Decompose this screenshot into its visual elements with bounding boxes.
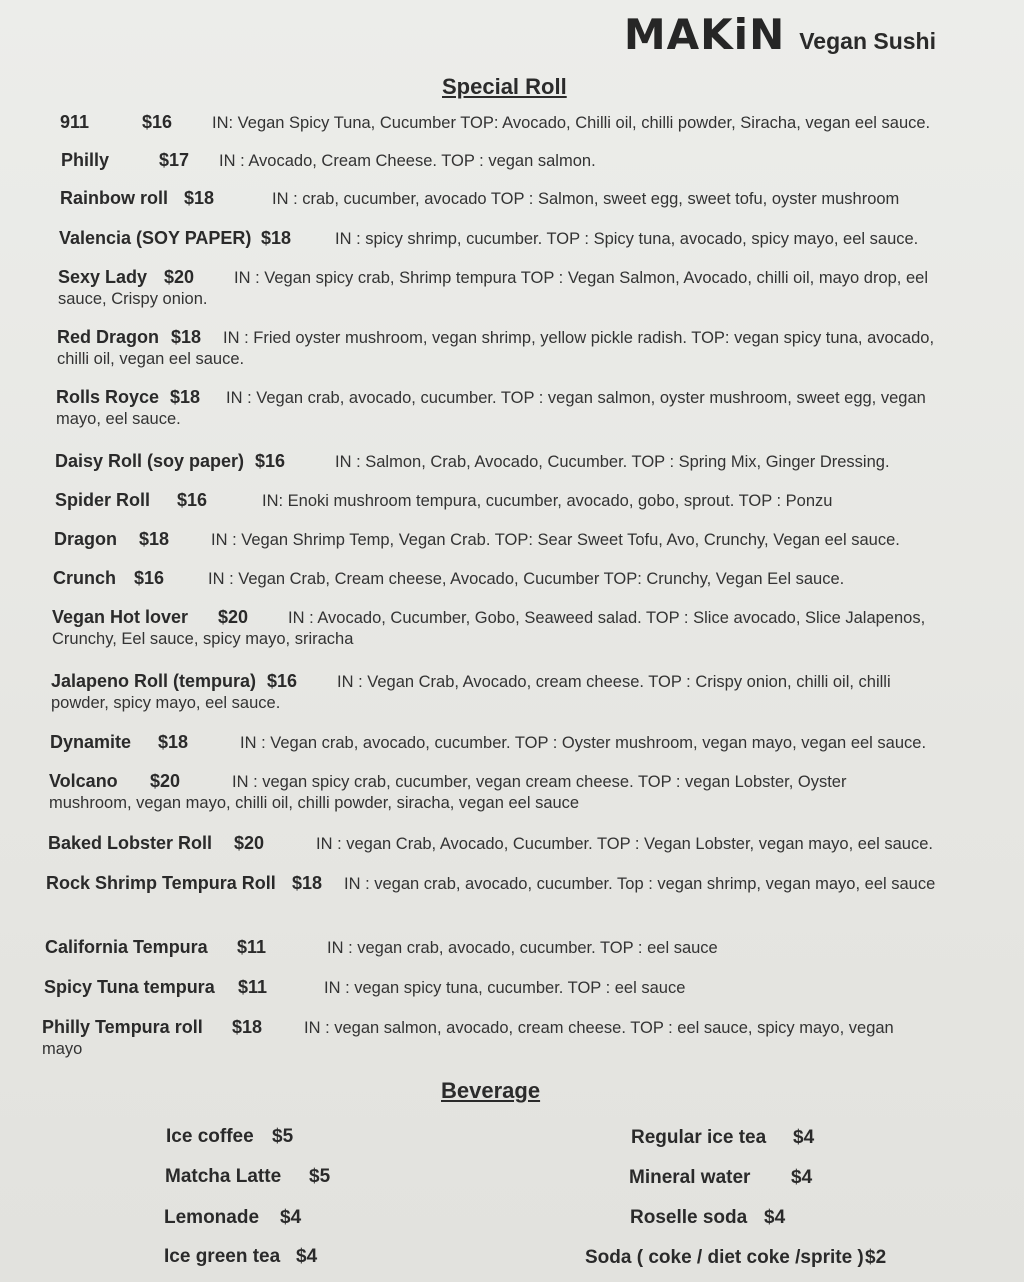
item-description: IN : Vegan crab, avocado, cucumber. TOP : Oyster mushroom, vegan mayo, vegan eel sauce. <box>240 734 927 752</box>
beverage-price: $4 <box>793 1127 815 1148</box>
menu-item <box>54 529 954 551</box>
beverage-item <box>166 1126 293 1148</box>
menu-item <box>61 150 961 172</box>
menu-item <box>55 451 955 473</box>
beverage-price: $4 <box>280 1207 302 1228</box>
item-price: $20 <box>218 607 249 627</box>
item-description: IN : vegan crab, avocado, cucumber. Top : vegan shrimp, vegan mayo, eel sauce <box>344 875 936 893</box>
item-description: IN : crab, cucumber, avocado TOP : Salmon, sweet egg, sweet tofu, oyster mushroom <box>272 190 900 208</box>
item-description: IN : Vegan Crab, Avocado, cream cheese. TOP : Crispy onion, chilli oil, chilli powder, spicy mayo, eel sauce. <box>51 673 891 712</box>
menu-item <box>48 833 938 855</box>
beverage-price: $5 <box>309 1166 331 1187</box>
item-description: IN : Vegan Shrimp Temp, Vegan Crab. TOP: Sear Sweet Tofu, Avo, Crunchy, Vegan eel sauce. <box>211 531 900 549</box>
brand-header <box>624 10 936 59</box>
item-price: $11 <box>238 977 268 997</box>
beverage-price: $4 <box>764 1207 786 1228</box>
item-name: Philly <box>61 150 110 170</box>
item-price: $16 <box>255 451 286 471</box>
menu-item <box>44 977 944 999</box>
item-price: $18 <box>171 327 202 347</box>
menu-item <box>56 387 936 430</box>
item-description: IN : vegan salmon, avocado, cream cheese. TOP : eel sauce, spicy mayo, vegan mayo <box>42 1019 894 1058</box>
brand-name: MAKiN <box>623 10 786 59</box>
beverage-item <box>629 1167 812 1189</box>
menu-item <box>60 112 960 134</box>
item-price: $16 <box>267 671 298 691</box>
item-name: Philly Tempura roll <box>42 1017 203 1037</box>
item-description: IN : Fried oyster mushroom, vegan shrimp, yellow pickle radish. TOP: vegan spicy tuna, avocado, chilli oil, vegan eel sauce. <box>57 329 935 368</box>
item-name: Daisy Roll (soy paper) <box>55 451 245 471</box>
item-price: $18 <box>232 1017 263 1037</box>
item-name: Spider Roll <box>55 490 151 510</box>
item-name: Sexy Lady <box>58 267 148 287</box>
item-description: IN : Vegan crab, avocado, cucumber. TOP : vegan salmon, oyster mushroom, sweet egg, vegan mayo, eel sauce. <box>56 389 926 428</box>
item-description: IN : Avocado, Cucumber, Gobo, Seaweed salad. TOP : Slice avocado, Slice Jalapenos, Crunchy, Eel sauce, spicy mayo, sriracha <box>52 609 926 648</box>
item-description: IN : vegan Crab, Avocado, Cucumber. TOP : Vegan Lobster, vegan mayo, eel sauce. <box>316 835 933 853</box>
item-name: Volcano <box>49 771 118 791</box>
item-price: $20 <box>164 267 195 287</box>
special-roll-heading: Special Roll <box>442 74 567 99</box>
item-description: IN : Vegan Crab, Cream cheese, Avocado, Cucumber TOP: Crunchy, Vegan Eel sauce. <box>208 570 845 588</box>
beverage-price: $5 <box>272 1126 294 1147</box>
item-name: Crunch <box>53 568 116 588</box>
beverage-item <box>164 1207 301 1229</box>
item-price: $18 <box>139 529 170 549</box>
item-name: Dynamite <box>50 732 132 752</box>
item-price: $18 <box>261 228 292 248</box>
menu-item <box>55 490 955 512</box>
menu-item <box>49 771 869 814</box>
item-description: IN : Salmon, Crab, Avocado, Cucumber. TOP : Spring Mix, Ginger Dressing. <box>335 453 890 471</box>
item-description: IN: Vegan Spicy Tuna, Cucumber TOP: Avocado, Chilli oil, chilli powder, Siracha, vegan eel sauce. <box>212 114 931 132</box>
item-price: $16 <box>142 112 173 132</box>
item-description: IN : spicy shrimp, cucumber. TOP : Spicy tuna, avocado, spicy mayo, eel sauce. <box>335 230 919 248</box>
beverage-name: Roselle soda <box>630 1207 748 1228</box>
beverage-name: Mineral water <box>629 1167 751 1188</box>
beverage-name: Ice coffee <box>166 1126 254 1147</box>
beverage-item <box>631 1127 814 1149</box>
brand-subtitle: Vegan Sushi <box>799 28 936 54</box>
beverage-heading: Beverage <box>441 1078 541 1103</box>
beverage-name: Regular ice tea <box>631 1127 767 1148</box>
item-price: $18 <box>292 873 323 893</box>
menu-item <box>52 607 937 650</box>
menu-item <box>51 671 913 714</box>
item-name: California Tempura <box>45 937 208 957</box>
item-description: IN: Enoki mushroom tempura, cucumber, avocado, gobo, sprout. TOP : Ponzu <box>262 492 833 510</box>
item-name: 911 <box>60 112 90 132</box>
item-name: Vegan Hot lover <box>52 607 189 627</box>
beverage-price: $2 <box>865 1247 887 1268</box>
menu-item <box>46 873 936 895</box>
beverage-name: Soda ( coke / diet coke /sprite ) <box>585 1247 864 1268</box>
menu-item <box>53 568 953 590</box>
item-price: $20 <box>150 771 181 791</box>
item-price: $11 <box>237 937 267 957</box>
beverage-item <box>585 1247 886 1269</box>
item-name: Rock Shrimp Tempura Roll <box>46 873 276 893</box>
item-description: IN : vegan crab, avocado, cucumber. TOP : eel sauce <box>327 939 718 957</box>
item-price: $20 <box>234 833 265 853</box>
item-description: IN : Vegan spicy crab, Shrimp tempura TOP : Vegan Salmon, Avocado, chilli oil, mayo drop, eel sauce, Crispy onion. <box>58 269 928 308</box>
item-price: $18 <box>158 732 189 752</box>
item-name: Jalapeno Roll (tempura) <box>51 671 257 691</box>
beverage-name: Matcha Latte <box>165 1166 282 1187</box>
beverage-item <box>165 1166 330 1188</box>
beverage-item <box>630 1207 785 1229</box>
item-description: IN : vegan spicy crab, cucumber, vegan cream cheese. TOP : vegan Lobster, Oyster mushroom, vegan mayo, chilli oil, chilli powder, siracha, vegan eel sauce <box>49 773 847 812</box>
item-name: Red Dragon <box>57 327 160 347</box>
item-price: $16 <box>177 490 208 510</box>
item-name: Rainbow roll <box>60 188 168 208</box>
item-name: Baked Lobster Roll <box>48 833 213 853</box>
item-description: IN : vegan spicy tuna, cucumber. TOP : eel sauce <box>324 979 686 997</box>
menu-item <box>50 732 950 754</box>
item-name: Rolls Royce <box>56 387 160 407</box>
item-name: Spicy Tuna tempura <box>44 977 215 997</box>
menu-item <box>60 188 960 210</box>
item-price: $18 <box>170 387 201 407</box>
beverage-name: Ice green tea <box>164 1246 281 1267</box>
menu-item <box>59 228 959 250</box>
beverage-name: Lemonade <box>164 1207 260 1228</box>
menu-item <box>42 1017 922 1060</box>
item-name: Dragon <box>54 529 117 549</box>
menu-item <box>58 267 938 310</box>
item-description: IN : Avocado, Cream Cheese. TOP : vegan salmon. <box>219 152 596 170</box>
item-name: Valencia (SOY PAPER) <box>59 228 252 248</box>
beverage-price: $4 <box>296 1246 318 1267</box>
menu-item <box>45 937 945 959</box>
beverage-price: $4 <box>791 1167 813 1188</box>
item-price: $17 <box>159 150 190 170</box>
item-price: $16 <box>134 568 165 588</box>
menu-item <box>57 327 937 370</box>
beverage-item <box>164 1246 317 1268</box>
item-price: $18 <box>184 188 215 208</box>
